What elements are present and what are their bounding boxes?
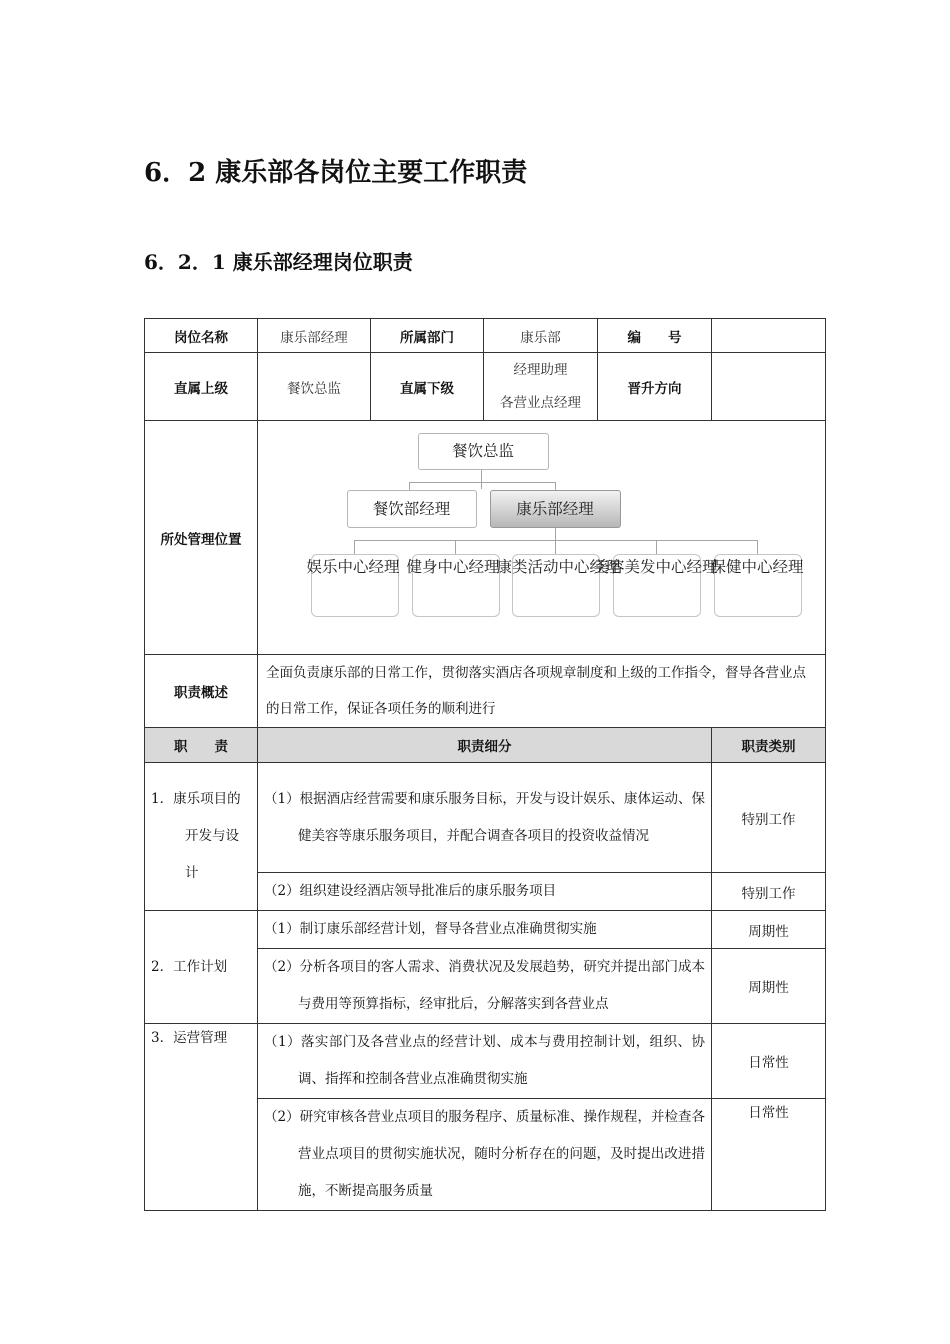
- connector: [555, 540, 556, 554]
- connector: [455, 540, 456, 554]
- duty-row: [145, 1024, 826, 1099]
- duty-detail: [258, 911, 712, 949]
- duty-name: 2．工作计划: [145, 911, 258, 1024]
- duty-detail: [258, 1024, 712, 1099]
- subordinate-line-2: 各营业点经理: [500, 394, 581, 411]
- org-leaf-label: 娱乐中心经理: [306, 557, 400, 576]
- org-leaf-label: 保健中心经理: [710, 557, 804, 576]
- org-label: 所处管理位置: [145, 421, 258, 655]
- duty-category: 特别工作: [712, 873, 826, 911]
- subsection-heading: 6．2．1 康乐部经理岗位职责: [144, 250, 413, 274]
- duty-detail: [258, 1099, 712, 1211]
- section-heading: 6．2 康乐部各岗位主要工作职责: [144, 158, 528, 188]
- duty-detail-text: （1）落实部门及各营业点的经营计划、成本与费用控制计划，组织、协调、指挥和控制各营业点准确贯彻实施: [264, 1034, 705, 1087]
- org-chart: [259, 422, 825, 654]
- info-row-1: [145, 319, 826, 353]
- duty-name: [145, 763, 258, 911]
- summary-row: [145, 655, 826, 728]
- position-label: 岗位名称: [145, 319, 258, 353]
- duty-category: 周期性: [712, 949, 826, 1024]
- org-leaf-label: 美容美发中心经理: [593, 557, 718, 576]
- summary-text: 全面负责康乐部的日常工作，贯彻落实酒店各项规章制度和上级的工作指令，督导各营业点的日常工作，保证各项任务的顺利进行: [258, 655, 826, 728]
- subordinate-label: 直属下级: [371, 353, 484, 421]
- position-value: 康乐部经理: [258, 319, 371, 353]
- department-value: 康乐部: [484, 319, 598, 353]
- promotion-value: [712, 353, 826, 421]
- connector: [481, 469, 482, 489]
- detail-header: 职责细分: [258, 728, 712, 763]
- category-header: 职责类别: [712, 728, 826, 763]
- number-label: 编 号: [598, 319, 712, 353]
- duty-category: 日常性: [712, 1024, 826, 1099]
- connector: [354, 540, 355, 554]
- superior-label: 直属上级: [145, 353, 258, 421]
- duty-detail-text: （2）研究审核各营业点项目的服务程序、质量标准、操作规程，并检查各营业点项目的贯彻实施状况，随时分析存在的问题，及时提出改进措施，不断提高服务质量: [264, 1109, 705, 1199]
- duty-category: 周期性: [712, 911, 826, 949]
- number-value: [712, 319, 826, 353]
- duty-category: 特别工作: [712, 763, 826, 873]
- duty-detail: [258, 763, 712, 873]
- duty-header: 职 责: [145, 728, 258, 763]
- org-leaf-label: 康类活动中心经理: [496, 557, 621, 576]
- summary-label: 职责概述: [145, 655, 258, 728]
- org-node-top: 餐饮总监: [418, 433, 549, 470]
- duty-category: 日常性: [712, 1099, 826, 1211]
- connector: [757, 540, 758, 554]
- org-chart-cell: [258, 421, 826, 655]
- duty-detail-text: （2）分析各项目的客人需求、消费状况及发展趋势，研究并提出部门成本与费用等预算指标，经审批后，分解落实到各营业点: [264, 959, 705, 1012]
- duty-detail-text: （1）根据酒店经营需要和康乐服务目标，开发与设计娱乐、康体运动、保健美容等康乐服务项目，并配合调查各项目的投资收益情况: [264, 790, 705, 844]
- duty-detail-text: （2）组织建设经酒店领导批准后的康乐服务项目: [264, 883, 557, 899]
- org-leaf-label: 健身中心经理: [406, 557, 500, 576]
- subordinate-line-1: 经理助理: [513, 361, 568, 378]
- department-label: 所属部门: [371, 319, 484, 353]
- info-row-2: [145, 353, 826, 421]
- duty-row: [145, 911, 826, 949]
- duty-detail-text: （1）制订康乐部经营计划，督导各营业点准确贯彻实施: [264, 921, 597, 937]
- org-node-mid-right: 康乐部经理: [490, 490, 621, 528]
- duty-row: [145, 763, 826, 873]
- connector: [656, 540, 657, 554]
- connector: [555, 528, 556, 540]
- duty-header-row: [145, 728, 826, 763]
- subordinate-value: [484, 353, 598, 421]
- superior-value: 餐饮总监: [258, 353, 371, 421]
- connector: [409, 482, 555, 483]
- duty-detail: [258, 949, 712, 1024]
- duty-name: 3．运营管理: [145, 1024, 258, 1211]
- promotion-label: 晋升方向: [598, 353, 712, 421]
- job-description-table: [144, 318, 826, 1211]
- duty-name-text: 1．康乐项目的开发与设计: [151, 791, 241, 881]
- duty-detail: [258, 873, 712, 911]
- org-row: [145, 421, 826, 655]
- org-node-mid-left: 餐饮部经理: [347, 490, 477, 528]
